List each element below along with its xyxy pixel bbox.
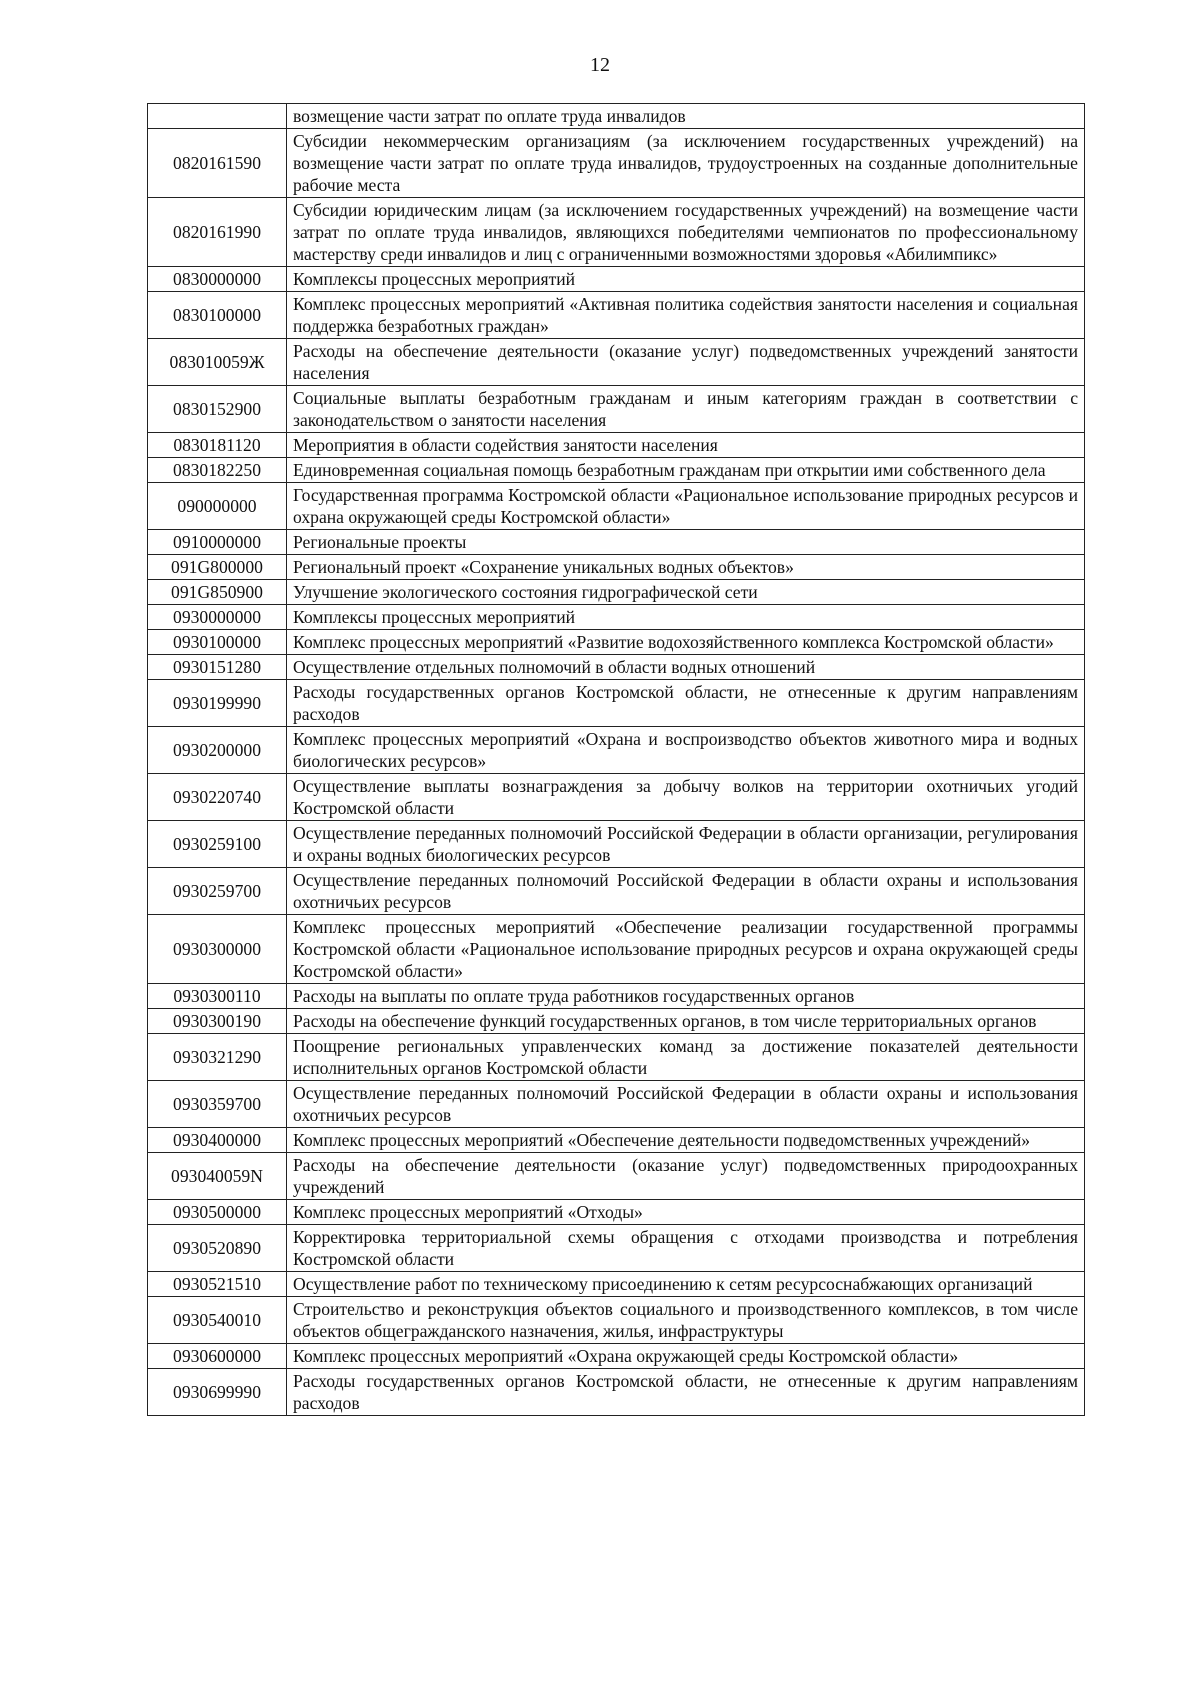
- table-row: [148, 198, 1085, 267]
- table-row: [148, 104, 1085, 129]
- table-row: [148, 483, 1085, 530]
- expense-code: 093040059N: [148, 1153, 287, 1200]
- expense-description: Комплекс процессных мероприятий «Развитие водохозяйственного комплекса Костромской области»: [287, 630, 1085, 655]
- expense-description: Комплексы процессных мероприятий: [287, 267, 1085, 292]
- expense-description: Комплексы процессных мероприятий: [287, 605, 1085, 630]
- table-row: [148, 530, 1085, 555]
- expense-description: Региональные проекты: [287, 530, 1085, 555]
- expense-description: Расходы государственных органов Костромской области, не отнесенные к другим направлениям расходов: [287, 1369, 1085, 1416]
- table-row: [148, 915, 1085, 984]
- expense-description: Расходы на обеспечение деятельности (оказание услуг) подведомственных природоохранных учреждений: [287, 1153, 1085, 1200]
- expense-code: 0930200000: [148, 727, 287, 774]
- expense-code: 0930400000: [148, 1128, 287, 1153]
- expense-code: 0930151280: [148, 655, 287, 680]
- expense-code: 083010059Ж: [148, 339, 287, 386]
- table-row: [148, 680, 1085, 727]
- expense-description: Государственная программа Костромской области «Рациональное использование природных ресурсов и охрана окружающей среды Костромской области»: [287, 483, 1085, 530]
- expense-description: Поощрение региональных управленческих команд за достижение показателей деятельности исполнительных органов Костромской области: [287, 1034, 1085, 1081]
- expense-description: Осуществление отдельных полномочий в области водных отношений: [287, 655, 1085, 680]
- expense-code: 0930000000: [148, 605, 287, 630]
- expense-description: Субсидии некоммерческим организациям (за исключением государственных учреждений) на возмещение части затрат по оплате труда инвалидов, трудоустроенных на созданные дополнительные рабочие места: [287, 129, 1085, 198]
- expense-code: 0930259700: [148, 868, 287, 915]
- table-row: [148, 821, 1085, 868]
- expense-code: 0930100000: [148, 630, 287, 655]
- table-row: [148, 655, 1085, 680]
- expense-code: 0830181120: [148, 433, 287, 458]
- expense-code: 0930699990: [148, 1369, 287, 1416]
- expense-code: 0830100000: [148, 292, 287, 339]
- table-row: [148, 292, 1085, 339]
- expense-code: 0910000000: [148, 530, 287, 555]
- expense-description: Осуществление переданных полномочий Российской Федерации в области организации, регулирования и охраны водных биологических ресурсов: [287, 821, 1085, 868]
- expense-description: Комплекс процессных мероприятий «Отходы»: [287, 1200, 1085, 1225]
- expense-description: Единовременная социальная помощь безработным гражданам при открытии ими собственного дела: [287, 458, 1085, 483]
- expense-description: Расходы государственных органов Костромской области, не отнесенные к другим направлениям расходов: [287, 680, 1085, 727]
- expense-code: 0820161590: [148, 129, 287, 198]
- table-row: [148, 1297, 1085, 1344]
- table-row: [148, 1344, 1085, 1369]
- table-row: [148, 868, 1085, 915]
- expense-code: 0930300190: [148, 1009, 287, 1034]
- expense-code: 0830152900: [148, 386, 287, 433]
- table-row: [148, 339, 1085, 386]
- expense-description: Субсидии юридическим лицам (за исключением государственных учреждений) на возмещение части затрат по оплате труда инвалидов, являющихся победителями чемпионатов по профессиональному мастерству среди инвалидов и лиц с ограниченными возможностями здоровья «Абилимпикс»: [287, 198, 1085, 267]
- expense-description: Корректировка территориальной схемы обращения с отходами производства и потребления Костромской области: [287, 1225, 1085, 1272]
- expense-description: Строительство и реконструкция объектов социального и производственного комплексов, в том числе объектов общегражданского назначения, жилья, инфраструктуры: [287, 1297, 1085, 1344]
- table-row: [148, 1153, 1085, 1200]
- expense-description: Мероприятия в области содействия занятости населения: [287, 433, 1085, 458]
- page-number: 12: [590, 54, 610, 76]
- table-row: [148, 458, 1085, 483]
- expense-code: 0930540010: [148, 1297, 287, 1344]
- expense-description: Комплекс процессных мероприятий «Активная политика содействия занятости населения и социальная поддержка безработных граждан»: [287, 292, 1085, 339]
- expense-description: Расходы на обеспечение функций государственных органов, в том числе территориальных органов: [287, 1009, 1085, 1034]
- table-row: [148, 630, 1085, 655]
- expense-code: [148, 104, 287, 129]
- table-row: [148, 774, 1085, 821]
- expense-code: 0930600000: [148, 1344, 287, 1369]
- expense-description: Комплекс процессных мероприятий «Охрана окружающей среды Костромской области»: [287, 1344, 1085, 1369]
- expense-code: 0820161990: [148, 198, 287, 267]
- table-row: [148, 433, 1085, 458]
- expense-code: 0830182250: [148, 458, 287, 483]
- expense-description: Расходы на выплаты по оплате труда работников государственных органов: [287, 984, 1085, 1009]
- table-row: [148, 1225, 1085, 1272]
- expense-code: 0930520890: [148, 1225, 287, 1272]
- table-row: [148, 555, 1085, 580]
- table-row: [148, 1128, 1085, 1153]
- expense-code: 0930199990: [148, 680, 287, 727]
- expense-code: 0930300110: [148, 984, 287, 1009]
- table-row: [148, 605, 1085, 630]
- table-row: [148, 1369, 1085, 1416]
- expense-code: 0930500000: [148, 1200, 287, 1225]
- table-row: [148, 580, 1085, 605]
- table-row: [148, 727, 1085, 774]
- expense-code: 091G850900: [148, 580, 287, 605]
- table-row: [148, 984, 1085, 1009]
- expense-description: Социальные выплаты безработным гражданам и иным категориям граждан в соответствии с законодательством о занятости населения: [287, 386, 1085, 433]
- expense-description: возмещение части затрат по оплате труда инвалидов: [287, 104, 1085, 129]
- table-row: [148, 1034, 1085, 1081]
- expense-code: 0830000000: [148, 267, 287, 292]
- expense-description: Улучшение экологического состояния гидрографической сети: [287, 580, 1085, 605]
- expense-code: 0930321290: [148, 1034, 287, 1081]
- expense-description: Осуществление переданных полномочий Российской Федерации в области охраны и использования охотничьих ресурсов: [287, 1081, 1085, 1128]
- expense-description: Расходы на обеспечение деятельности (оказание услуг) подведомственных учреждений занятости населения: [287, 339, 1085, 386]
- expense-description: Осуществление выплаты вознаграждения за добычу волков на территории охотничьих угодий Костромской области: [287, 774, 1085, 821]
- expense-code: 0930359700: [148, 1081, 287, 1128]
- table-row: [148, 386, 1085, 433]
- expense-description: Комплекс процессных мероприятий «Обеспечение реализации государственной программы Костромской области «Рациональное использование природных ресурсов и охрана окружающей среды Костромской области»: [287, 915, 1085, 984]
- expense-description: Комплекс процессных мероприятий «Обеспечение деятельности подведомственных учреждений»: [287, 1128, 1085, 1153]
- expense-code: 0930259100: [148, 821, 287, 868]
- expense-description: Осуществление работ по техническому присоединению к сетям ресурсоснабжающих организаций: [287, 1272, 1085, 1297]
- expense-description: Региональный проект «Сохранение уникальных водных объектов»: [287, 555, 1085, 580]
- expense-code: 091G800000: [148, 555, 287, 580]
- table-row: [148, 1200, 1085, 1225]
- table-body: [148, 104, 1085, 1416]
- expense-description: Осуществление переданных полномочий Российской Федерации в области охраны и использования охотничьих ресурсов: [287, 868, 1085, 915]
- table-row: [148, 1081, 1085, 1128]
- table-row: [148, 1009, 1085, 1034]
- expense-code: 090000000: [148, 483, 287, 530]
- expense-description: Комплекс процессных мероприятий «Охрана и воспроизводство объектов животного мира и водных биологических ресурсов»: [287, 727, 1085, 774]
- expense-code: 0930300000: [148, 915, 287, 984]
- table-row: [148, 267, 1085, 292]
- budget-classification-table: [147, 103, 1085, 1416]
- table-row: [148, 129, 1085, 198]
- expense-code: 0930220740: [148, 774, 287, 821]
- table-row: [148, 1272, 1085, 1297]
- expense-code: 0930521510: [148, 1272, 287, 1297]
